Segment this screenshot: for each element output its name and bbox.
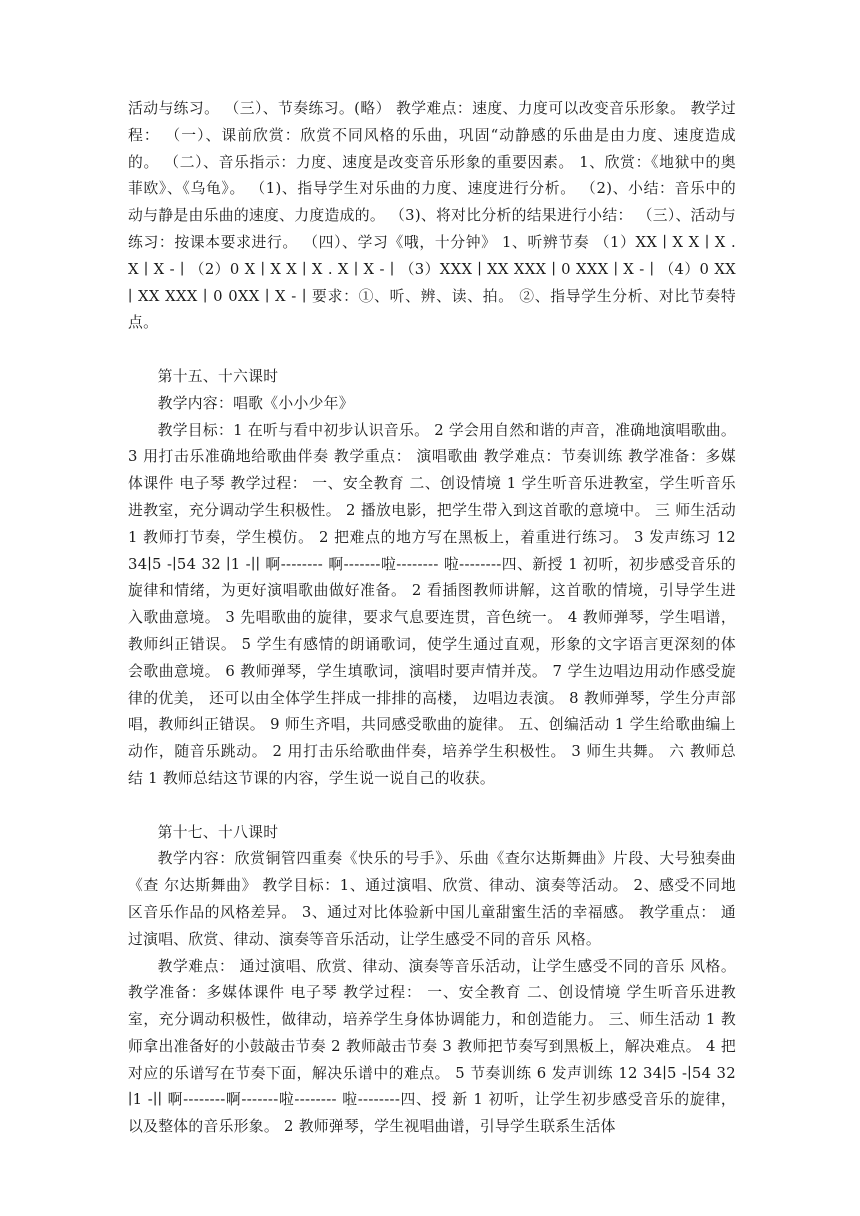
- section-heading-17-18: 第十七、十八课时: [157, 823, 279, 841]
- section-gap: [128, 337, 736, 364]
- section-body-17-18-part1: 教学内容：欣赏铜管四重奏《快乐的号手》、乐曲《查尔达斯舞曲》片段、大号独奏曲《查 尔达斯舞曲》 教学目标：1、通过演唱、欣赏、律动、演奏等活动。 2、感受不同地区音乐作品的风格差异。 3、通过对比体验新中国儿童甜蜜生活的幸福感。 教学重点： 通过演唱、欣赏、律动、演奏等音乐活动，让学生感受不同的音乐 风格。: [128, 850, 736, 948]
- section-body-15-16: 教学目标：1 在听与看中初步认识音乐。 2 学会用自然和谐的声音，准确地演唱歌曲。 3 用打击乐准确地给歌曲伴奏 教学重点： 演唱歌曲 教学难点：节奏训练 教学准备：多媒体课件 电子琴 教学过程： 一、安全教育 二、创设情境 1 学生听音乐进教室，学生听音乐进教室，充分调动学生积极性。 2 播放电影，把学生带入到这首歌的意境中。 三 师生活动 1 教师打节奏，学生模仿。 2 把难点的地方写在黑板上，着重进行练习。 3 发声练习 12 34∣5 -∣54 32 ∣1 -∣∣ 啊-------- 啊-------啦-------- 啦--------四、新授 1 初听，初步感受音乐的旋律和情绪，为更好演唱歌曲做好准备。 2 看插图教师讲解，这首歌的情境，引导学生进入歌曲意境。 3 先唱歌曲的旋律，要求气息要连贯，音色统一。 4 教师弹琴，学生唱谱，教师纠正错误。 5 学生有感情的朗诵歌词，使学生通过直观，形象的文字语言更深刻的体会歌曲意境。 6 教师弹琴，学生填歌词，演唱时要声情并茂。 7 学生边唱边用动作感受旋律的优美， 还可以由全体学生拌成一排排的高楼， 边唱边表演。 8 教师弹琴，学生分声部唱，教师纠正错误。 9 师生齐唱，共同感受歌曲的旋律。 五、创编活动 1 学生给歌曲编上动作，随音乐跳动。 2 用打击乐给歌曲伴奏，培养学生积极性。 3 师生共舞。 六 教师总结 1 教师总结这节课的内容，学生说一说自己的收获。: [128, 421, 736, 787]
- teaching-content-15-16: 教学内容：唱歌《小小少年》: [157, 394, 354, 412]
- intro-paragraph: 活动与练习。 （三）、节奏练习。(略） 教学难点：速度、力度可以改变音乐形象。 教学过程： （一）、课前欣赏：欣赏不同风格的乐曲，巩固“动静感的乐曲是由力度、速度造成的。 （二）、音乐指示：力度、速度是改变音乐形象的重要因素。 1、欣赏：《地狱中的奥菲欧》、《乌龟》。 （1)、指导学生对乐曲的力度、速度进行分析。 （2)、小结：音乐中的动与静是由乐曲的速度、力度造成的。 （3)、将对比分析的结果进行小结： （三）、活动与练习：按课本要求进行。 （四）、学习《哦，十分钟》 1、听辨节奏 （1）XX ∣ X X ∣ X . X ∣ X - ∣ （2）0 X ∣ X X ∣ X . X ∣ X - ∣ （3）XXX ∣ XX XXX ∣ 0 XXX ∣ X - ∣ （4）0 XX ∣ XX XXX ∣ 0 0XX ∣ X - ∣ 要求：①、听、辨、读、拍。 ②、指导学生分析、对比节奏特点。: [128, 100, 736, 332]
- section-body-17-18-part2: 教学难点： 通过演唱、欣赏、律动、演奏等音乐活动，让学生感受不同的音乐 风格。 教学准备：多媒体课件 电子琴 教学过程： 一、安全教育 二、创设情境 学生听音乐进教室，充分调动积极性，做律动，培养学生身体协调能力，和创造能力。 三、师生活动 1 教师拿出准备好的小鼓敲击节奏 2 教师敲击节奏 3 教师把节奏写到黑板上，解决难点。 4 把对应的乐谱写在节奏下面，解决乐谱中的难点。 5 节奏训练 6 发声训练 12 34∣5 -∣54 32 ∣1 -∣∣ 啊--------啊-------啦-------- 啦--------四、授 新 1 初听，让学生初步感受音乐的旋律，以及整体的音乐形象。 2 教师弹琴，学生视唱曲谱，引导学生联系生活体: [128, 957, 736, 1136]
- section-heading-15-16: 第十五、十六课时: [157, 367, 279, 385]
- document-page: [128, 96, 736, 1141]
- section-gap: [128, 793, 736, 820]
